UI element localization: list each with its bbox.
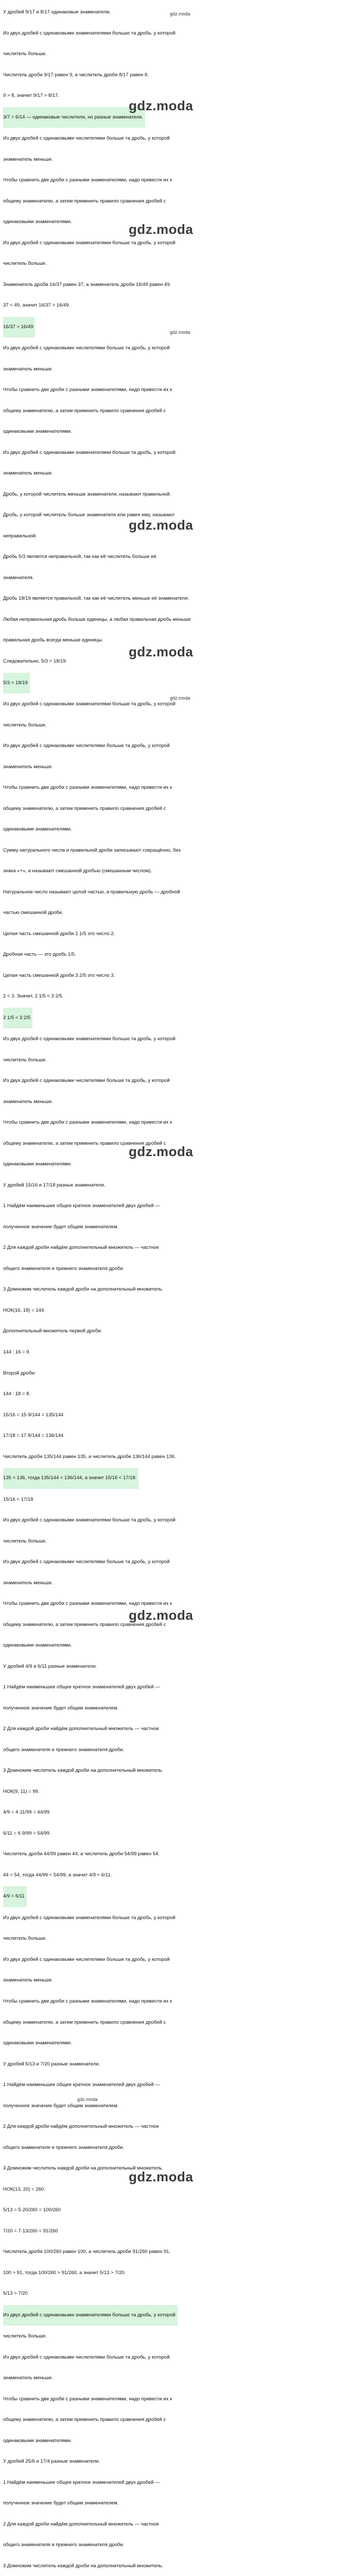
solution-line: Чтобы сравнить две дроби с разными знаменателями, надо привести их к — [3, 1998, 172, 2004]
watermark-small-2: gdz.moda — [170, 330, 190, 335]
solution-line: числитель больше. — [3, 1057, 47, 1063]
solution-line: Из двух дробей с одинаковыми числителями больше та дробь, у которой — [3, 2354, 170, 2360]
solution-line: 5/13 = 5·20/260 = 100/260 — [3, 2207, 61, 2213]
solution-line: 15/16 = 15·9/144 = 135/144 — [3, 1412, 64, 1418]
solution-line: правильная дробь всегда меньше единицы. — [3, 637, 103, 643]
solution-line: 1 Найдём наименьшее общее кратное знаменателей двух дробей — — [3, 1203, 160, 1209]
solution-line: числитель больше. — [3, 1538, 47, 1544]
solution-line: знаменатель меньше. — [3, 2375, 53, 2381]
solution-line: Из двух дробей с одинаковыми знаменателями больше та дробь, у которой — [3, 1036, 176, 1042]
solution-line: 5/13 > 7/20 — [3, 2291, 28, 2297]
solution-line: Чтобы сравнить две дроби с разными знаменателями, надо привести их к — [3, 1120, 172, 1126]
solution-line: знаменатель меньше. — [3, 1098, 53, 1105]
solution-line: Второй дроби: — [3, 1370, 36, 1376]
answer-highlight: 16/37 > 16/49 — [3, 317, 35, 338]
solution-line: У дробей 25/6 и 17/4 разные знаменатели. — [3, 2459, 100, 2465]
solution-line: общему знаменателю, а затем применить правило сравнения дробей с — [3, 2417, 166, 2423]
solution-line: Из двух дробей с одинаковыми знаменателями больше та дробь, у которой — [3, 1914, 176, 1921]
solution-line: 37 < 49, значит 16/37 > 16/49. — [3, 302, 71, 309]
solution-line: У дробей 4/9 и 6/11 разные знаменатели. — [3, 1663, 97, 1669]
solution-line — [3, 2304, 346, 2327]
solution-line: Чтобы сравнить две дроби с разными знаменателями, надо привести их к — [3, 2396, 172, 2402]
solution-line: одинаковыми знаменателями. — [3, 1642, 72, 1649]
solution-line: 1 Найдём наименьшее общее кратное знаменателей двух дробей — — [3, 2082, 160, 2088]
solution-line: 3 Домножим числитель каждой дроби на дополнительный множитель. — [3, 2563, 164, 2569]
solution-line: Дробь, у которой числитель больше знаменателя или равен ему, называют — [3, 512, 175, 518]
solution-line: знака «+», и называют смешанной дробью (смешанным числом). — [3, 868, 152, 874]
solution-line: знаменатель меньше. — [3, 1977, 53, 1984]
solution-line: Натуральное число называют целой частью, а правильную дробь — дробной — [3, 889, 180, 895]
solution-line: 1 Найдём наименьшее общее кратное знаменателей двух дробей — — [3, 1684, 160, 1690]
solution-line: 4/9 = 4·11/99 = 44/99 — [3, 1809, 50, 1816]
solution-line: общему знаменателю, а затем применить правило сравнения дробей с — [3, 805, 166, 811]
solution-line: числитель больше. — [3, 51, 47, 57]
solution-line: знаменатель меньше. — [3, 366, 53, 372]
solution-line: 1 Найдём наименьшее общее кратное знаменателей двух дробей — — [3, 2479, 160, 2485]
solution-line: Любая неправильная дробь больше единицы, а любая правильная дробь меньше — [3, 616, 191, 622]
solution-line: 3 Домножим числитель каждой дроби на дополнительный множитель. — [3, 2165, 164, 2172]
solution-line: знаменатель меньше. — [3, 470, 53, 477]
solution-line: общего знаменателя и прежнего знаменателя дроби. — [3, 1265, 125, 1272]
solution-line: НОК(9, 11) = 99. — [3, 1788, 40, 1794]
solution-line: полученное значение будет общим знаменателем. — [3, 2500, 119, 2506]
solution-line: Чтобы сравнить две дроби с разными знаменателями, надо привести их к — [3, 1601, 172, 1607]
solution-line: Знаменатель дроби 16/37 равен 37, а знаменатель дроби 16/49 равен 49. — [3, 281, 171, 287]
watermark-5: gdz.moda — [129, 1144, 194, 1159]
solution-line: Дробь, у которой числитель меньше знаменателя, называют правильной. — [3, 491, 171, 497]
solution-line: Числитель дроби 44/99 равен 44, а числитель дроби 54/99 равен 54. — [3, 1851, 160, 1857]
answer-highlight: 4/9 < 6/11 — [3, 1886, 27, 1907]
answer-highlight: 5/3 > 18/19 — [3, 673, 30, 694]
solution-line: Чтобы сравнить две дроби с разными знаменателями, надо привести их к — [3, 785, 172, 791]
solution-line: Целая часть смешанной дроби 2 1/5 это число 2. — [3, 930, 115, 937]
solution-line: числитель больше. — [3, 722, 47, 728]
answer-highlight: Из двух дробей с одинаковыми знаменателями больше та дробь, у которой — [3, 2305, 178, 2326]
watermark-2: gdz.moda — [129, 222, 194, 237]
solution-line: знаменатель меньше. — [3, 156, 53, 162]
solution-line: полученное значение будет общим знаменателем. — [3, 1705, 119, 1711]
solution-line: Из двух дробей с одинаковыми числителями больше та дробь, у которой — [3, 1559, 170, 1565]
solution-line: Числитель дроби 100/260 равен 100, а числитель дроби 91/260 равен 91. — [3, 2249, 171, 2255]
solution-line: частью смешанной дроби. — [3, 910, 63, 916]
solution-line: общему знаменателю, а затем применить правило сравнения дробей с — [3, 1621, 166, 1628]
solution-line — [3, 1467, 346, 1489]
solution-line: 144 : 16 = 9. — [3, 1349, 31, 1355]
solution-line: числитель больше. — [3, 1936, 47, 1942]
solution-line: общего знаменателя и прежнего знаменателя дроби. — [3, 2144, 125, 2150]
solution-line: Из двух дробей с одинаковыми числителями больше та дробь, у которой — [3, 1078, 170, 1084]
solution-line: 6/11 = 6·9/99 = 54/99 — [3, 1830, 50, 1836]
watermark-4: gdz.moda — [129, 644, 194, 659]
answer-highlight: 3/7 = 6/14 — одинаковые числители, но разные знаменатели. — [3, 107, 145, 128]
solution-line: Дробь 18/19 является правильной, так как её числитель меньше её знаменателя. — [3, 596, 189, 602]
solution-line: НОК(16, 18) = 144. — [3, 1307, 45, 1313]
solution-line: 100 > 91, тогда 100/260 > 91/260, а значит 5/13 > 7/20. — [3, 2269, 126, 2276]
watermark-small-1: gdz.moda — [170, 11, 190, 16]
solution-line: числитель больше. — [3, 2333, 47, 2340]
watermark-small-3: gdz.moda — [170, 696, 190, 701]
answer-highlight: 2 1/5 < 3 2/5 — [3, 1008, 32, 1029]
solution-line — [3, 1007, 346, 1029]
solution-line: У дробей 15/16 и 17/18 разные знаменатели. — [3, 1182, 106, 1188]
solution-line: 44 < 54, тогда 44/99 < 54/99, а значит 4/9 < 6/11. — [3, 1872, 112, 1878]
solution-line: Целая часть смешанной дроби 3 2/5 это число 3. — [3, 972, 115, 978]
solution-line: знаменателя. — [3, 574, 34, 581]
solution-line: числитель больше. — [3, 261, 47, 267]
solution-line: полученное значение будет общим знаменателем. — [3, 2103, 119, 2109]
solution-line: 2 Для каждой дроби найдём дополнительный множитель — частное — [3, 2521, 159, 2527]
solution-line: 2 < 3. Значит, 2 1/5 < 3 2/5. — [3, 993, 64, 999]
solution-line: 144 : 18 = 8. — [3, 1391, 31, 1397]
solution-line: неправильной. — [3, 533, 37, 539]
solution-line: одинаковыми знаменателями. — [3, 826, 72, 833]
solution-line: Числитель дроби 9/17 равен 9, а числитель дроби 8/17 равен 8. — [3, 72, 149, 78]
solution-line: знаменатель меньше. — [3, 764, 53, 770]
solution-line: У дробей 9/17 и 8/17 одинаковые знаменатели. — [3, 9, 111, 15]
solution-line: Из двух дробей с одинаковыми знаменателями больше та дробь, у которой — [3, 240, 176, 246]
solution-line: 2 Для каждой дроби найдём дополнительный множитель — частное — [3, 2124, 159, 2130]
watermark-small-4: gdz.moda — [77, 2097, 98, 2102]
solution-line: Дробная часть — это дробь 1/5. — [3, 952, 76, 958]
watermark-1: gdz.moda — [129, 98, 194, 113]
solution-line: 3 Домножим числитель каждой дроби на дополнительный множитель. — [3, 1286, 164, 1293]
solution-line: общему знаменателю, а затем применить правило сравнения дробей с — [3, 1140, 166, 1146]
solution-line: 17/18 = 17·8/144 = 136/144 — [3, 1433, 64, 1439]
solution-line: знаменатель меньше. — [3, 1580, 53, 1586]
solution-line: общего знаменателя и прежнего знаменателя дроби. — [3, 2542, 125, 2548]
solution-line: одинаковыми знаменателями. — [3, 429, 72, 435]
solution-line: общему знаменателю, а затем применить правило сравнения дробей с — [3, 408, 166, 414]
solution-line: одинаковыми знаменателями. — [3, 219, 72, 225]
solution-line: одинаковыми знаменателями. — [3, 1161, 72, 1167]
solution-line: Следовательно, 5/3 > 18/19. — [3, 658, 67, 664]
solution-line: Из двух дробей с одинаковыми числителями больше та дробь, у которой — [3, 345, 170, 351]
solution-line: Из двух дробей с одинаковыми знаменателями больше та дробь, у которой — [3, 1517, 176, 1523]
solution-line: Дополнительный множитель первой дроби: — [3, 1328, 102, 1334]
solution-line: 15/16 < 17/18 — [3, 1496, 33, 1502]
solution-line: Сумму натурального числа и правильной дроби записывают сокращённо, без — [3, 847, 181, 853]
solution-line: НОК(13, 20) = 260. — [3, 2186, 45, 2192]
solution-line — [3, 316, 346, 338]
watermark-6: gdz.moda — [129, 1607, 194, 1623]
solution-line: Чтобы сравнить две дроби с разными знаменателями, надо привести их к — [3, 387, 172, 393]
solution-line: 2 Для каждой дроби найдём дополнительный множитель — частное — [3, 1245, 159, 1251]
answer-highlight: 135 < 136, тогда 135/144 < 136/144, а значит 15/16 < 17/18. — [3, 1468, 138, 1489]
solution-line — [3, 672, 346, 694]
watermark-3: gdz.moda — [129, 517, 194, 533]
solution-line — [3, 107, 346, 129]
solution-line: общему знаменателю, а затем применить правило сравнения дробей с — [3, 198, 166, 204]
solution-line: Дробь 5/3 является неправильной, так как её числитель больше её — [3, 554, 156, 560]
solution-line: Из двух дробей с одинаковыми знаменателями больше та дробь, у которой — [3, 30, 176, 36]
solution-line: общего знаменателя и прежнего знаменателя дроби. — [3, 1747, 125, 1753]
solution-line: Из двух дробей с одинаковыми знаменателями больше та дробь, у которой — [3, 449, 176, 455]
solution-line: 9 > 8, значит 9/17 > 8/17. — [3, 93, 60, 99]
solution-line: одинаковыми знаменателями. — [3, 2437, 72, 2444]
solution-line: У дробей 5/13 и 7/20 разные знаменатели. — [3, 2061, 100, 2067]
solution-line: Из двух дробей с одинаковыми знаменателями больше та дробь, у которой — [3, 701, 176, 707]
solution-line: Из двух дробей с одинаковыми числителями больше та дробь, у которой — [3, 1956, 170, 1962]
solution-line: Чтобы сравнить две дроби с разными знаменателями, надо привести их к — [3, 177, 172, 183]
solution-line: 7/20 = 7·13/260 = 91/260 — [3, 2228, 58, 2234]
solution-line: одинаковыми знаменателями. — [3, 2040, 72, 2046]
solution-line: 3 Домножим числитель каждой дроби на дополнительный множитель. — [3, 1768, 164, 1774]
solution-line: Из двух дробей с одинаковыми числителями больше та дробь, у которой — [3, 135, 170, 142]
solution-line: Из двух дробей с одинаковыми числителями больше та дробь, у которой — [3, 743, 170, 749]
solution-line — [3, 1886, 346, 1908]
solution-line: Числитель дроби 135/144 равен 135, а числитель дроби 136/144 равен 136. — [3, 1453, 176, 1460]
solution-line: общему знаменателю, а затем применить правило сравнения дробей с — [3, 2019, 166, 2025]
solution-line: полученное значение будет общим знаменателем. — [3, 1224, 119, 1230]
watermark-7: gdz.moda — [129, 2169, 194, 2184]
solution-line: 2 Для каждой дроби найдём дополнительный множитель — частное — [3, 1726, 159, 1732]
